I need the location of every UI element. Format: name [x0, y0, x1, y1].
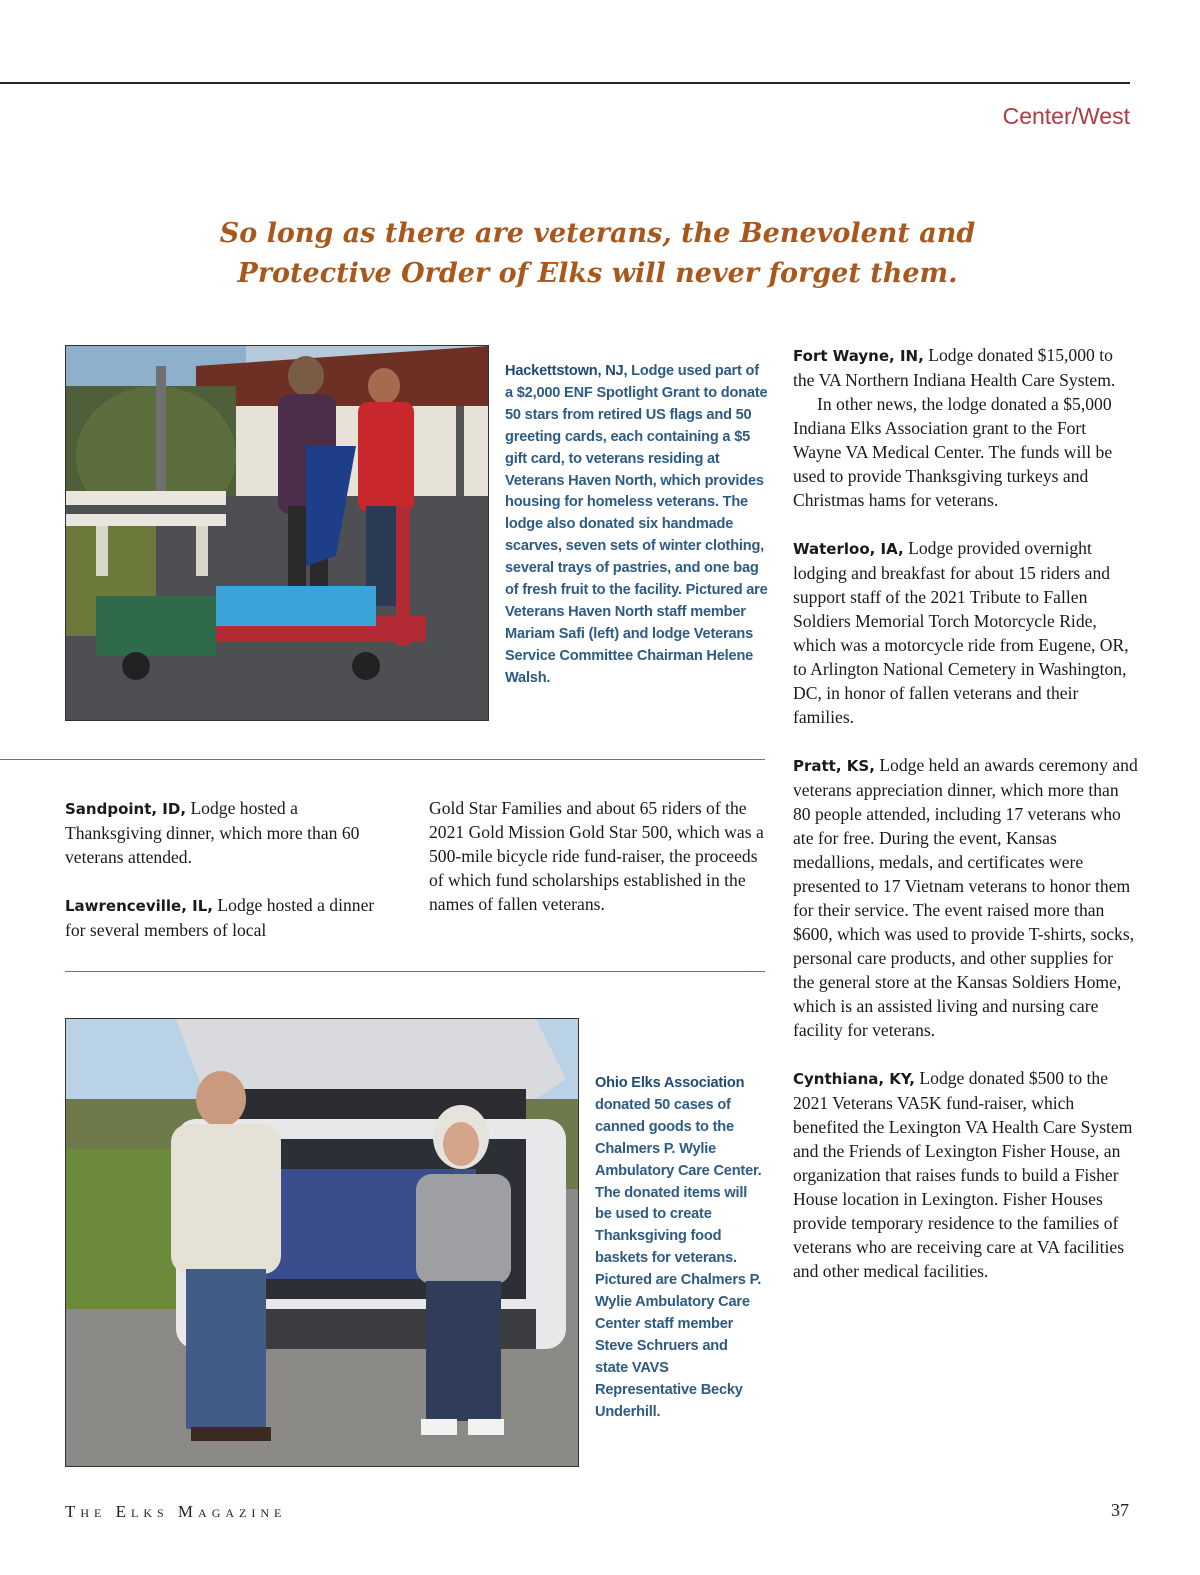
- article-cynthiana-lead: Cynthiana, KY,: [793, 1070, 915, 1088]
- article-pratt: [793, 753, 1138, 1042]
- pull-quote-headline: [200, 214, 995, 294]
- article-waterloo: [793, 536, 1138, 729]
- footer-magazine-title: The Elks Magazine: [65, 1502, 287, 1521]
- article-lawrenceville-lead: Lawrenceville, IL,: [65, 897, 213, 915]
- article-sandpoint: [65, 796, 385, 869]
- article-lawrenceville: [65, 893, 385, 942]
- article-fort-wayne-lead: Fort Wayne, IN,: [793, 347, 924, 365]
- caption-ohio-text: donated 50 cases of canned goods to the Chalmers P. Wylie Ambulatory Care Center. The donated items will be used to create Thanksgiving food baskets for veterans. Pictured are Chalmers P. Wylie Ambulatory Care Center staff member Steve Schruers and state VAVS Representative Becky Underhill.: [595, 1096, 762, 1420]
- divider-rule-upper: [0, 759, 765, 760]
- article-fort-wayne: [793, 343, 1138, 392]
- caption-hackettstown-text: Lodge used part of a $2,000 ENF Spotlight Grant to donate 50 stars from retired US flags and 50 greeting cards, each containing a $5 gift card, to veterans residing at Veterans Haven North, which provides housing for homeless veterans. The lodge also donated six handmade scarves, seven sets of winter clothing, several trays of pastries, and one bag of fresh fruit to the facility. Pictured are Veterans Haven North staff member Mariam Safi (left) and lodge Veterans Service Committee Chairman Helene Walsh.: [505, 363, 768, 686]
- article-waterloo-text: Lodge provided overnight lodging and breakfast for about 15 riders and support staff of the 2021 Tribute to Fallen Soldiers Memorial Torch Motorcycle Ride, which was a motorcycle ride from Eugene, OR, to Arlington National Cemetery in Washington, DC, in honor of fallen veterans and their families.: [793, 538, 1129, 727]
- article-fort-wayne-text: Lodge donated $15,000 to the VA Northern Indiana Health Care System.: [793, 345, 1116, 390]
- photo-ohio-illustration: [66, 1019, 578, 1466]
- article-cynthiana: [793, 1066, 1138, 1283]
- column-right: [793, 343, 1138, 1283]
- caption-ohio: [595, 1073, 763, 1424]
- article-sandpoint-text: Lodge hosted a Thanksgiving dinner, which more than 60 veterans attended.: [65, 798, 360, 867]
- section-tag: Center/West: [1002, 103, 1130, 129]
- headline-line-2: Protective Order of Elks will never forget them.: [237, 258, 958, 289]
- article-cynthiana-text: Lodge donated $500 to the 2021 Veterans VA5K fund-raiser, which benefited the Lexington VA Health Care System and the Friends of Lexington Fisher House, an organization that raises funds to build a Fisher House location in Lexington. Fisher Houses provide temporary residence to the families of veterans who are receiving care at VA facilities and other medical facilities.: [793, 1068, 1133, 1281]
- column-left: [65, 796, 385, 942]
- caption-hackettstown: [505, 361, 768, 690]
- column-middle: [429, 796, 774, 916]
- photo-hackettstown-illustration: [66, 346, 488, 720]
- divider-rule-lower: [65, 971, 765, 972]
- article-pratt-lead: Pratt, KS,: [793, 757, 875, 775]
- page-number: 37: [1111, 1500, 1129, 1520]
- article-waterloo-lead: Waterloo, IA,: [793, 540, 904, 558]
- article-pratt-text: Lodge held an awards ceremony and veterans appreciation dinner, which more than 80 people attended, including 17 veterans who ate for free. During the event, Kansas medallions, medals, and certificates were presented to 17 Vietnam veterans to honor them for their service. The event raised more than $600, which was used to provide T-shirts, socks, personal care products, and other supplies for the general store at the Kansas Soldiers Home, which is an assisted living and nursing care facility for veterans.: [793, 755, 1138, 1040]
- article-sandpoint-lead: Sandpoint, ID,: [65, 800, 187, 818]
- top-rule: [0, 82, 1130, 84]
- caption-hackettstown-lead: Hackettstown, NJ,: [505, 363, 628, 379]
- article-lawrenceville-text: Lodge hosted a dinner for several members of local: [65, 895, 375, 940]
- photo-ohio-canned-goods: [65, 1018, 579, 1467]
- headline-line-1: So long as there are veterans, the Benevolent and: [219, 218, 976, 249]
- article-fort-wayne-para2: In other news, the lodge donated a $5,000 Indiana Elks Association grant to the Fort Wayne VA Medical Center. The funds will be used to provide Thanksgiving turkeys and Christmas hams for veterans.: [793, 394, 1113, 510]
- caption-ohio-lead: Ohio Elks Association: [595, 1075, 745, 1091]
- photo-hackettstown-donations: [65, 345, 489, 721]
- article-lawrenceville-continued: Gold Star Families and about 65 riders of the 2021 Gold Mission Gold Star 500, which was a 500-mile bicycle ride fund-raiser, the proceeds of which fund scholarships established in the names of fallen veterans.: [429, 798, 764, 914]
